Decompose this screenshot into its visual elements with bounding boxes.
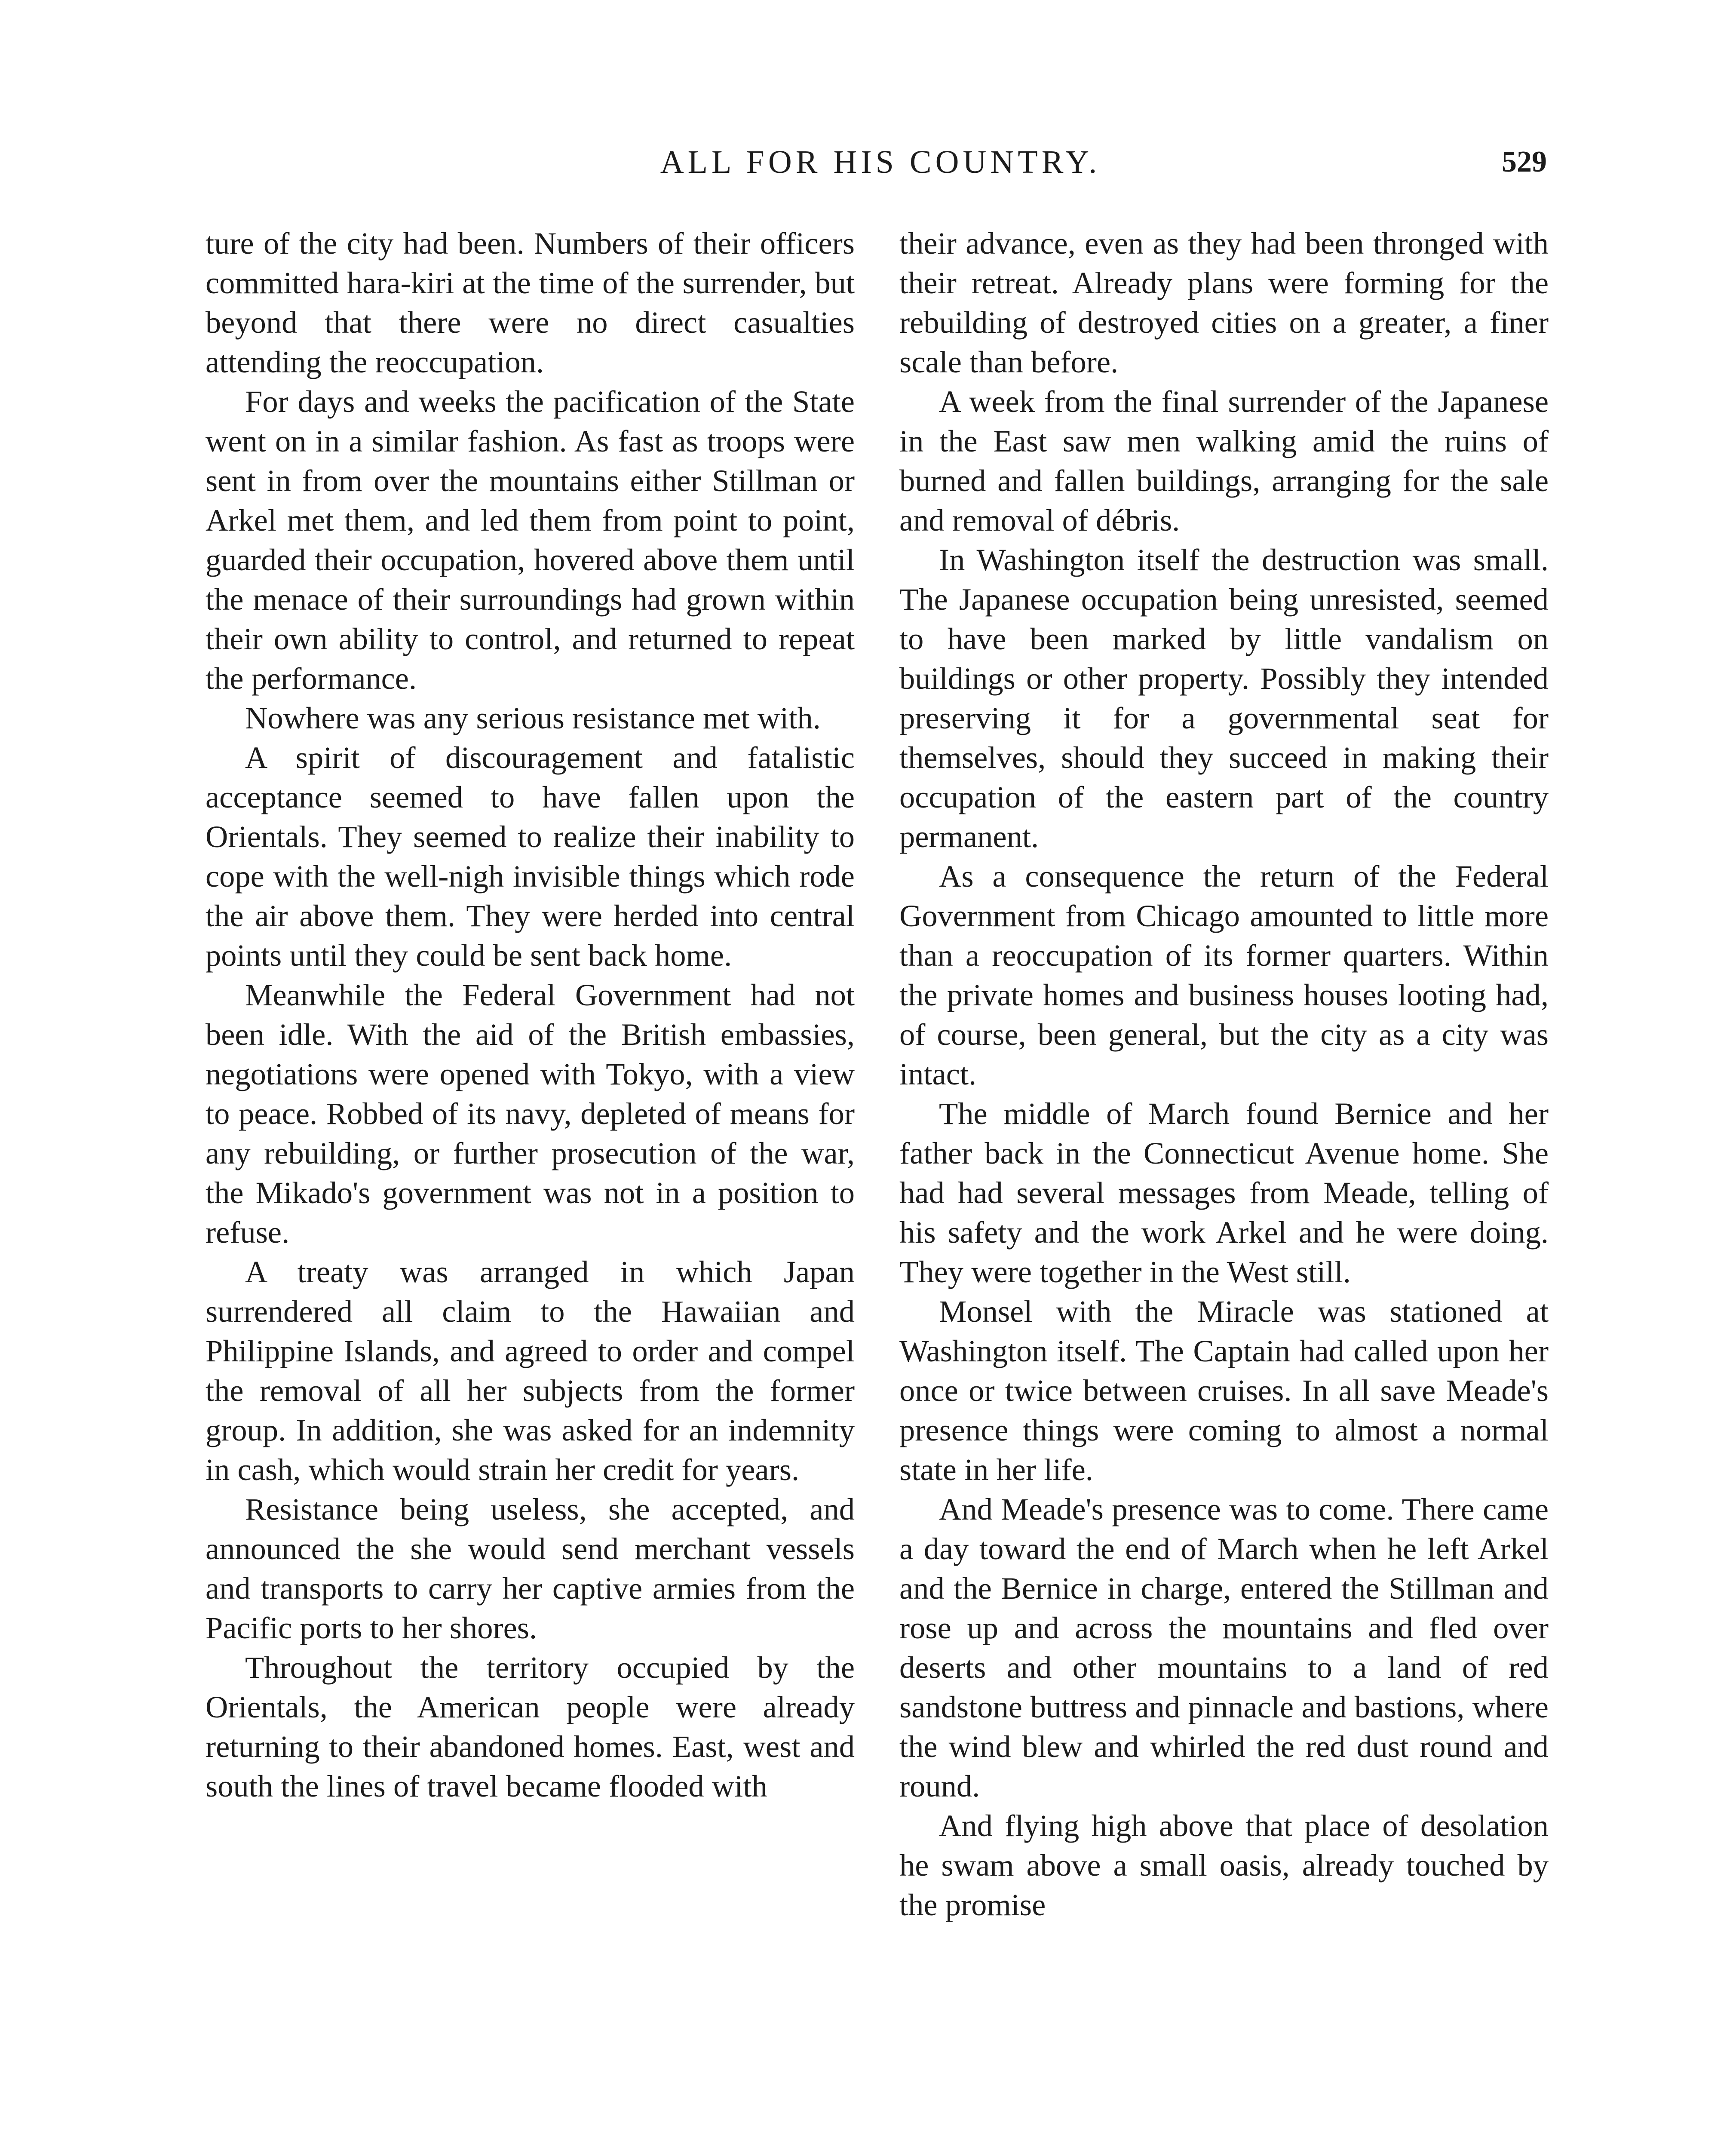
paragraph: A week from the final surrender of the Japanese in the East saw men walking amid the ruins of burned and fallen buildings, arranging for the sale and removal of débris. [899, 384, 1549, 538]
page-number: 529 [1502, 145, 1547, 178]
paragraph: Meanwhile the Federal Government had not been idle. With the aid of the British embassies, negotiations were opened with Tokyo, with a view to peace. Robbed of its navy, depleted of means for any rebuilding, or further prosecution of the war, the Mikado's government was not in a position to refuse. [205, 977, 855, 1250]
paragraph: As a consequence the return of the Federal Government from Chicago amounted to little more than a reoccupation of its former quarters. Within the private homes and business houses looting had, of course, been general, but the city as a city was intact. [899, 859, 1549, 1091]
paragraph: Nowhere was any serious resistance met with. [245, 700, 821, 735]
paragraph: ture of the city had been. Numbers of their officers committed hara-kiri at the time of the surrender, but beyond that there were no direct casualties attending the reoccupation. [205, 226, 855, 379]
left-column [205, 224, 855, 1806]
paragraph: their advance, even as they had been thronged with their retreat. Already plans were forming for the rebuilding of destroyed cities on a greater, a finer scale than before. [899, 226, 1549, 379]
paragraph: The middle of March found Bernice and her father back in the Connecticut Avenue home. She had had several messages from Meade, telling of his safety and the work Arkel and he were doing. They were together in the West still. [899, 1096, 1549, 1289]
running-title: ALL FOR HIS COUNTRY. [660, 144, 1101, 180]
paragraph: Monsel with the Miracle was stationed at Washington itself. The Captain had called upon her once or twice between cruises. In all save Meade's presence things were coming to almost a normal state in her life. [899, 1294, 1549, 1487]
paragraph: And flying high above that place of desolation he swam above a small oasis, already touched by the promise [899, 1808, 1549, 1922]
paragraph: A treaty was arranged in which Japan surrendered all claim to the Hawaiian and Philippine Islands, and agreed to order and compel the removal of all her subjects from the former group. In addition, she was asked for an indemnity in cash, which would strain her credit for years. [205, 1254, 855, 1487]
right-column [899, 224, 1549, 1925]
paragraph: And Meade's presence was to come. There came a day toward the end of March when he left Arkel and the Bernice in charge, entered the Stillman and rose up and across the mountains and fled over deserts and other mountains to a land of red sandstone buttress and pinnacle and bastions, where the wind blew and whirled the red dust round and round. [899, 1492, 1549, 1803]
paragraph: A spirit of discouragement and fatalistic acceptance seemed to have fallen upon the Orientals. They seemed to realize their inability to cope with the well-nigh invisible things which rode the air above them. They were herded into central points until they could be sent back home. [205, 740, 855, 973]
paragraph: Throughout the territory occupied by the Orientals, the American people were already returning to their abandoned homes. East, west and south the lines of travel became flooded with [205, 1650, 855, 1803]
paragraph: Resistance being useless, she accepted, and announced the she would send merchant vessels and transports to carry her captive armies from the Pacific ports to her shores. [205, 1492, 855, 1645]
paragraph: For days and weeks the pacification of the State went on in a similar fashion. As fast as troops were sent in from over the mountains either Stillman or Arkel met them, and led them from point to point, guarded their occupation, hovered above them until the menace of their surroundings had grown within their own ability to control, and returned to repeat the performance. [205, 384, 855, 696]
paragraph: In Washington itself the destruction was small. The Japanese occupation being unresisted, seemed to have been marked by little vandalism on buildings or other property. Possibly they intended preserving it for a governmental seat for themselves, should they succeed in making their occupation of the eastern part of the country permanent. [899, 542, 1549, 854]
page-header [205, 138, 1555, 186]
